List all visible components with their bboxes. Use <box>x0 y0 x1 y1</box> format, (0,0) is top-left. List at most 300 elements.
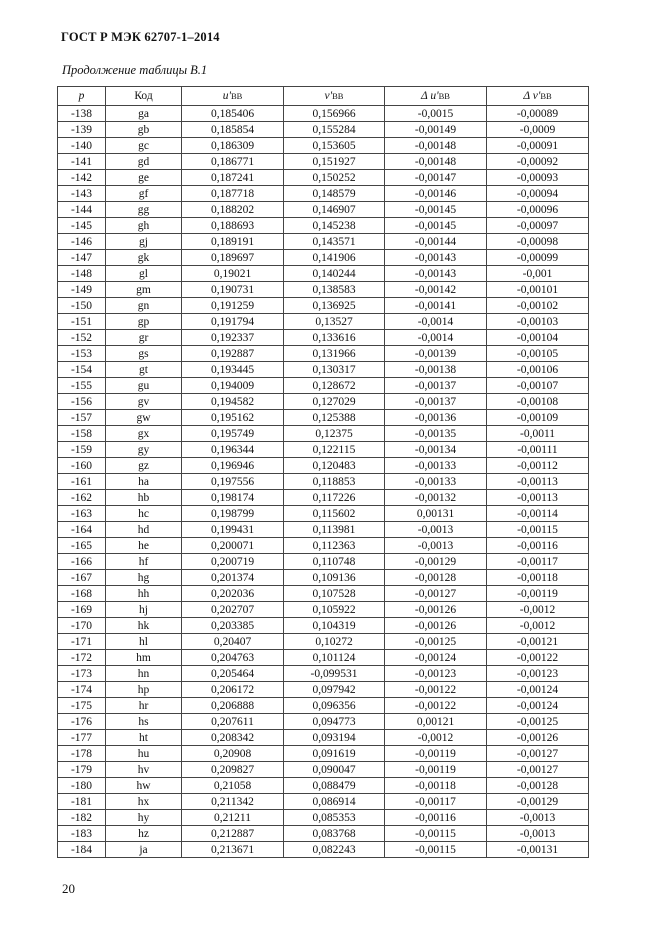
table-row <box>58 810 589 826</box>
delta-u-bb-cell: -0,00136 <box>385 410 487 426</box>
p-cell: -163 <box>58 506 106 522</box>
delta-u-bb-cell: -0,00128 <box>385 570 487 586</box>
code-cell: gh <box>106 218 182 234</box>
delta-u-bb-cell: -0,00119 <box>385 762 487 778</box>
delta-v-bb-cell: -0,00124 <box>487 698 589 714</box>
v-bb-cell: 0,101124 <box>284 650 385 666</box>
code-cell: gv <box>106 394 182 410</box>
delta-v-bb-cell: -0,00128 <box>487 778 589 794</box>
u-bb-cell: 0,194009 <box>182 378 284 394</box>
code-cell: gl <box>106 266 182 282</box>
table-row <box>58 698 589 714</box>
u-bb-cell: 0,195162 <box>182 410 284 426</box>
table-row <box>58 778 589 794</box>
table-row <box>58 346 589 362</box>
v-bb-cell: 0,150252 <box>284 170 385 186</box>
p-cell: -156 <box>58 394 106 410</box>
delta-v-bb-cell: -0,0012 <box>487 602 589 618</box>
p-cell: -172 <box>58 650 106 666</box>
p-cell: -167 <box>58 570 106 586</box>
table-row <box>58 458 589 474</box>
u-bb-cell: 0,200719 <box>182 554 284 570</box>
v-bb-cell: 0,12375 <box>284 426 385 442</box>
code-cell: gw <box>106 410 182 426</box>
delta-u-bb-cell: -0,00133 <box>385 474 487 490</box>
u-bb-cell: 0,191259 <box>182 298 284 314</box>
delta-u-bb-cell: -0,0013 <box>385 538 487 554</box>
delta-u-bb-cell: 0,00131 <box>385 506 487 522</box>
header-delta-v-bb: Δ v'ВВ <box>487 87 589 106</box>
code-cell: gb <box>106 122 182 138</box>
table-row <box>58 186 589 202</box>
header-code: Код <box>106 87 182 106</box>
delta-u-bb-cell: -0,00144 <box>385 234 487 250</box>
v-bb-cell: 0,130317 <box>284 362 385 378</box>
code-cell: gy <box>106 442 182 458</box>
delta-v-bb-cell: -0,0011 <box>487 426 589 442</box>
code-cell: gf <box>106 186 182 202</box>
code-cell: gm <box>106 282 182 298</box>
p-cell: -161 <box>58 474 106 490</box>
delta-u-bb-cell: -0,00135 <box>385 426 487 442</box>
delta-v-bb-cell: -0,00112 <box>487 458 589 474</box>
u-bb-cell: 0,188693 <box>182 218 284 234</box>
u-bb-cell: 0,202036 <box>182 586 284 602</box>
p-cell: -162 <box>58 490 106 506</box>
p-cell: -166 <box>58 554 106 570</box>
delta-u-bb-cell: -0,00143 <box>385 266 487 282</box>
table-row <box>58 506 589 522</box>
p-cell: -168 <box>58 586 106 602</box>
table-row <box>58 650 589 666</box>
delta-u-bb-cell: -0,00141 <box>385 298 487 314</box>
p-cell: -139 <box>58 122 106 138</box>
u-bb-cell: 0,197556 <box>182 474 284 490</box>
v-bb-cell: 0,107528 <box>284 586 385 602</box>
delta-u-bb-cell: -0,00116 <box>385 810 487 826</box>
code-cell: gg <box>106 202 182 218</box>
v-bb-cell: 0,148579 <box>284 186 385 202</box>
code-cell: hh <box>106 586 182 602</box>
delta-v-bb-cell: -0,00102 <box>487 298 589 314</box>
delta-u-bb-cell: -0,00115 <box>385 826 487 842</box>
code-cell: gx <box>106 426 182 442</box>
v-bb-cell: 0,138583 <box>284 282 385 298</box>
delta-u-bb-cell: -0,0014 <box>385 330 487 346</box>
v-bb-cell: 0,086914 <box>284 794 385 810</box>
header-p: p <box>58 87 106 106</box>
p-cell: -178 <box>58 746 106 762</box>
v-bb-cell: 0,145238 <box>284 218 385 234</box>
code-cell: hr <box>106 698 182 714</box>
u-bb-cell: 0,185854 <box>182 122 284 138</box>
u-bb-cell: 0,195749 <box>182 426 284 442</box>
delta-v-bb-cell: -0,00103 <box>487 314 589 330</box>
delta-v-bb-cell: -0,00129 <box>487 794 589 810</box>
code-cell: hy <box>106 810 182 826</box>
code-cell: hs <box>106 714 182 730</box>
delta-v-bb-cell: -0,00109 <box>487 410 589 426</box>
u-bb-cell: 0,206888 <box>182 698 284 714</box>
p-cell: -142 <box>58 170 106 186</box>
v-bb-cell: 0,088479 <box>284 778 385 794</box>
p-cell: -160 <box>58 458 106 474</box>
delta-u-bb-cell: -0,00134 <box>385 442 487 458</box>
p-cell: -159 <box>58 442 106 458</box>
delta-u-bb-cell: -0,00122 <box>385 682 487 698</box>
delta-v-bb-cell: -0,00123 <box>487 666 589 682</box>
v-bb-cell: 0,115602 <box>284 506 385 522</box>
p-cell: -143 <box>58 186 106 202</box>
u-bb-cell: 0,193445 <box>182 362 284 378</box>
delta-v-bb-cell: -0,00104 <box>487 330 589 346</box>
u-bb-cell: 0,209827 <box>182 762 284 778</box>
p-cell: -149 <box>58 282 106 298</box>
delta-v-bb-cell: -0,0013 <box>487 826 589 842</box>
p-cell: -140 <box>58 138 106 154</box>
delta-v-bb-cell: -0,00099 <box>487 250 589 266</box>
code-cell: gs <box>106 346 182 362</box>
table-row <box>58 522 589 538</box>
delta-v-bb-cell: -0,00125 <box>487 714 589 730</box>
u-bb-cell: 0,20908 <box>182 746 284 762</box>
p-cell: -147 <box>58 250 106 266</box>
delta-u-bb-cell: -0,00148 <box>385 154 487 170</box>
table-row <box>58 730 589 746</box>
u-bb-cell: 0,211342 <box>182 794 284 810</box>
v-bb-cell: 0,128672 <box>284 378 385 394</box>
delta-u-bb-cell: -0,00137 <box>385 378 487 394</box>
u-bb-cell: 0,201374 <box>182 570 284 586</box>
v-bb-cell: 0,10272 <box>284 634 385 650</box>
u-bb-cell: 0,192887 <box>182 346 284 362</box>
table-row <box>58 586 589 602</box>
code-cell: gz <box>106 458 182 474</box>
delta-u-bb-cell: -0,0013 <box>385 522 487 538</box>
p-cell: -175 <box>58 698 106 714</box>
u-bb-cell: 0,196946 <box>182 458 284 474</box>
code-cell: he <box>106 538 182 554</box>
document-header: ГОСТ Р МЭК 62707-1–2014 <box>61 30 220 44</box>
u-bb-cell: 0,20407 <box>182 634 284 650</box>
u-bb-cell: 0,194582 <box>182 394 284 410</box>
delta-u-bb-cell: -0,00145 <box>385 202 487 218</box>
p-cell: -148 <box>58 266 106 282</box>
p-cell: -151 <box>58 314 106 330</box>
p-cell: -164 <box>58 522 106 538</box>
p-cell: -158 <box>58 426 106 442</box>
v-bb-cell: -0,099531 <box>284 666 385 682</box>
delta-v-bb-cell: -0,00118 <box>487 570 589 586</box>
v-bb-cell: 0,125388 <box>284 410 385 426</box>
v-bb-cell: 0,104319 <box>284 618 385 634</box>
table-row <box>58 490 589 506</box>
delta-v-bb-cell: -0,001 <box>487 266 589 282</box>
delta-u-bb-cell: -0,00139 <box>385 346 487 362</box>
v-bb-cell: 0,146907 <box>284 202 385 218</box>
v-bb-cell: 0,091619 <box>284 746 385 762</box>
v-bb-cell: 0,109136 <box>284 570 385 586</box>
p-cell: -153 <box>58 346 106 362</box>
delta-u-bb-cell: -0,00117 <box>385 794 487 810</box>
u-bb-cell: 0,200071 <box>182 538 284 554</box>
code-cell: gj <box>106 234 182 250</box>
table-row <box>58 234 589 250</box>
delta-u-bb-cell: -0,00132 <box>385 490 487 506</box>
table-row <box>58 762 589 778</box>
delta-u-bb-cell: -0,00147 <box>385 170 487 186</box>
delta-u-bb-cell: -0,00145 <box>385 218 487 234</box>
v-bb-cell: 0,083768 <box>284 826 385 842</box>
p-cell: -165 <box>58 538 106 554</box>
u-bb-cell: 0,198799 <box>182 506 284 522</box>
u-bb-cell: 0,202707 <box>182 602 284 618</box>
u-bb-cell: 0,207611 <box>182 714 284 730</box>
code-cell: hf <box>106 554 182 570</box>
p-cell: -141 <box>58 154 106 170</box>
code-cell: ha <box>106 474 182 490</box>
table-row <box>58 106 589 122</box>
delta-v-bb-cell: -0,00107 <box>487 378 589 394</box>
p-cell: -184 <box>58 842 106 858</box>
v-bb-cell: 0,120483 <box>284 458 385 474</box>
code-cell: hb <box>106 490 182 506</box>
table-row <box>58 474 589 490</box>
v-bb-cell: 0,13527 <box>284 314 385 330</box>
u-bb-cell: 0,187241 <box>182 170 284 186</box>
v-bb-cell: 0,156966 <box>284 106 385 122</box>
code-cell: gr <box>106 330 182 346</box>
u-bb-cell: 0,189191 <box>182 234 284 250</box>
p-cell: -145 <box>58 218 106 234</box>
delta-v-bb-cell: -0,00116 <box>487 538 589 554</box>
data-table <box>57 86 589 858</box>
u-bb-cell: 0,188202 <box>182 202 284 218</box>
u-bb-cell: 0,190731 <box>182 282 284 298</box>
u-bb-cell: 0,196344 <box>182 442 284 458</box>
delta-u-bb-cell: -0,00125 <box>385 634 487 650</box>
delta-v-bb-cell: -0,0012 <box>487 618 589 634</box>
delta-v-bb-cell: -0,00126 <box>487 730 589 746</box>
v-bb-cell: 0,133616 <box>284 330 385 346</box>
u-bb-cell: 0,205464 <box>182 666 284 682</box>
p-cell: -177 <box>58 730 106 746</box>
delta-v-bb-cell: -0,00098 <box>487 234 589 250</box>
delta-u-bb-cell: -0,00126 <box>385 618 487 634</box>
p-cell: -155 <box>58 378 106 394</box>
code-cell: hv <box>106 762 182 778</box>
code-cell: hp <box>106 682 182 698</box>
delta-v-bb-cell: -0,00096 <box>487 202 589 218</box>
delta-v-bb-cell: -0,00131 <box>487 842 589 858</box>
p-cell: -152 <box>58 330 106 346</box>
v-bb-cell: 0,155284 <box>284 122 385 138</box>
table-row <box>58 298 589 314</box>
v-bb-cell: 0,113981 <box>284 522 385 538</box>
code-cell: hk <box>106 618 182 634</box>
delta-u-bb-cell: -0,00129 <box>385 554 487 570</box>
p-cell: -146 <box>58 234 106 250</box>
code-cell: gk <box>106 250 182 266</box>
delta-u-bb-cell: -0,00127 <box>385 586 487 602</box>
u-bb-cell: 0,208342 <box>182 730 284 746</box>
delta-u-bb-cell: -0,00137 <box>385 394 487 410</box>
table-row <box>58 634 589 650</box>
code-cell: gd <box>106 154 182 170</box>
v-bb-cell: 0,153605 <box>284 138 385 154</box>
code-cell: ht <box>106 730 182 746</box>
v-bb-cell: 0,110748 <box>284 554 385 570</box>
delta-u-bb-cell: -0,00115 <box>385 842 487 858</box>
u-bb-cell: 0,206172 <box>182 682 284 698</box>
table-row <box>58 554 589 570</box>
p-cell: -154 <box>58 362 106 378</box>
u-bb-cell: 0,189697 <box>182 250 284 266</box>
table-row <box>58 218 589 234</box>
table-body <box>58 106 589 858</box>
page-number: 20 <box>62 881 75 896</box>
code-cell: hd <box>106 522 182 538</box>
delta-v-bb-cell: -0,00114 <box>487 506 589 522</box>
delta-v-bb-cell: -0,00101 <box>487 282 589 298</box>
header-u-bb: u'ВВ <box>182 87 284 106</box>
p-cell: -144 <box>58 202 106 218</box>
table-row <box>58 602 589 618</box>
delta-v-bb-cell: -0,00124 <box>487 682 589 698</box>
delta-v-bb-cell: -0,00121 <box>487 634 589 650</box>
v-bb-cell: 0,140244 <box>284 266 385 282</box>
delta-v-bb-cell: -0,00105 <box>487 346 589 362</box>
delta-u-bb-cell: 0,00121 <box>385 714 487 730</box>
delta-u-bb-cell: -0,00123 <box>385 666 487 682</box>
code-cell: gc <box>106 138 182 154</box>
table-row <box>58 282 589 298</box>
table-row <box>58 394 589 410</box>
v-bb-cell: 0,141906 <box>284 250 385 266</box>
table-row <box>58 170 589 186</box>
delta-v-bb-cell: -0,0009 <box>487 122 589 138</box>
v-bb-cell: 0,118853 <box>284 474 385 490</box>
code-cell: gu <box>106 378 182 394</box>
code-cell: hu <box>106 746 182 762</box>
table-row <box>58 442 589 458</box>
u-bb-cell: 0,186771 <box>182 154 284 170</box>
table-row <box>58 330 589 346</box>
delta-v-bb-cell: -0,00091 <box>487 138 589 154</box>
v-bb-cell: 0,085353 <box>284 810 385 826</box>
v-bb-cell: 0,127029 <box>284 394 385 410</box>
p-cell: -180 <box>58 778 106 794</box>
delta-u-bb-cell: -0,00118 <box>385 778 487 794</box>
u-bb-cell: 0,21058 <box>182 778 284 794</box>
p-cell: -157 <box>58 410 106 426</box>
v-bb-cell: 0,117226 <box>284 490 385 506</box>
code-cell: hx <box>106 794 182 810</box>
delta-u-bb-cell: -0,0012 <box>385 730 487 746</box>
p-cell: -182 <box>58 810 106 826</box>
v-bb-cell: 0,131966 <box>284 346 385 362</box>
delta-u-bb-cell: -0,00133 <box>385 458 487 474</box>
delta-v-bb-cell: -0,00113 <box>487 490 589 506</box>
delta-u-bb-cell: -0,00119 <box>385 746 487 762</box>
v-bb-cell: 0,151927 <box>284 154 385 170</box>
code-cell: ge <box>106 170 182 186</box>
p-cell: -176 <box>58 714 106 730</box>
table-row <box>58 314 589 330</box>
u-bb-cell: 0,204763 <box>182 650 284 666</box>
delta-u-bb-cell: -0,00138 <box>385 362 487 378</box>
p-cell: -138 <box>58 106 106 122</box>
delta-v-bb-cell: -0,00127 <box>487 762 589 778</box>
u-bb-cell: 0,186309 <box>182 138 284 154</box>
u-bb-cell: 0,21211 <box>182 810 284 826</box>
delta-v-bb-cell: -0,00094 <box>487 186 589 202</box>
table-row <box>58 618 589 634</box>
v-bb-cell: 0,093194 <box>284 730 385 746</box>
p-cell: -174 <box>58 682 106 698</box>
delta-v-bb-cell: -0,00097 <box>487 218 589 234</box>
p-cell: -173 <box>58 666 106 682</box>
delta-u-bb-cell: -0,00126 <box>385 602 487 618</box>
v-bb-cell: 0,097942 <box>284 682 385 698</box>
p-cell: -179 <box>58 762 106 778</box>
code-cell: gp <box>106 314 182 330</box>
table-row <box>58 154 589 170</box>
delta-v-bb-cell: -0,00119 <box>487 586 589 602</box>
delta-v-bb-cell: -0,00111 <box>487 442 589 458</box>
delta-v-bb-cell: -0,00092 <box>487 154 589 170</box>
delta-u-bb-cell: -0,00122 <box>385 698 487 714</box>
table-row <box>58 682 589 698</box>
table-header-row <box>58 87 589 106</box>
table-row <box>58 746 589 762</box>
code-cell: ga <box>106 106 182 122</box>
table-caption: Продолжение таблицы В.1 <box>62 63 208 77</box>
u-bb-cell: 0,213671 <box>182 842 284 858</box>
table-row <box>58 842 589 858</box>
p-cell: -169 <box>58 602 106 618</box>
u-bb-cell: 0,191794 <box>182 314 284 330</box>
delta-v-bb-cell: -0,00106 <box>487 362 589 378</box>
u-bb-cell: 0,19021 <box>182 266 284 282</box>
code-cell: hc <box>106 506 182 522</box>
table-row <box>58 138 589 154</box>
table-row <box>58 794 589 810</box>
table-row <box>58 122 589 138</box>
code-cell: hz <box>106 826 182 842</box>
v-bb-cell: 0,112363 <box>284 538 385 554</box>
table-row <box>58 362 589 378</box>
delta-v-bb-cell: -0,00127 <box>487 746 589 762</box>
code-cell: ja <box>106 842 182 858</box>
table-row <box>58 570 589 586</box>
v-bb-cell: 0,082243 <box>284 842 385 858</box>
table-row <box>58 538 589 554</box>
delta-u-bb-cell: -0,00146 <box>385 186 487 202</box>
delta-u-bb-cell: -0,00124 <box>385 650 487 666</box>
p-cell: -150 <box>58 298 106 314</box>
v-bb-cell: 0,094773 <box>284 714 385 730</box>
delta-u-bb-cell: -0,00142 <box>385 282 487 298</box>
delta-v-bb-cell: -0,00115 <box>487 522 589 538</box>
code-cell: gn <box>106 298 182 314</box>
v-bb-cell: 0,096356 <box>284 698 385 714</box>
table-row <box>58 202 589 218</box>
p-cell: -171 <box>58 634 106 650</box>
code-cell: hg <box>106 570 182 586</box>
table-row <box>58 266 589 282</box>
v-bb-cell: 0,122115 <box>284 442 385 458</box>
